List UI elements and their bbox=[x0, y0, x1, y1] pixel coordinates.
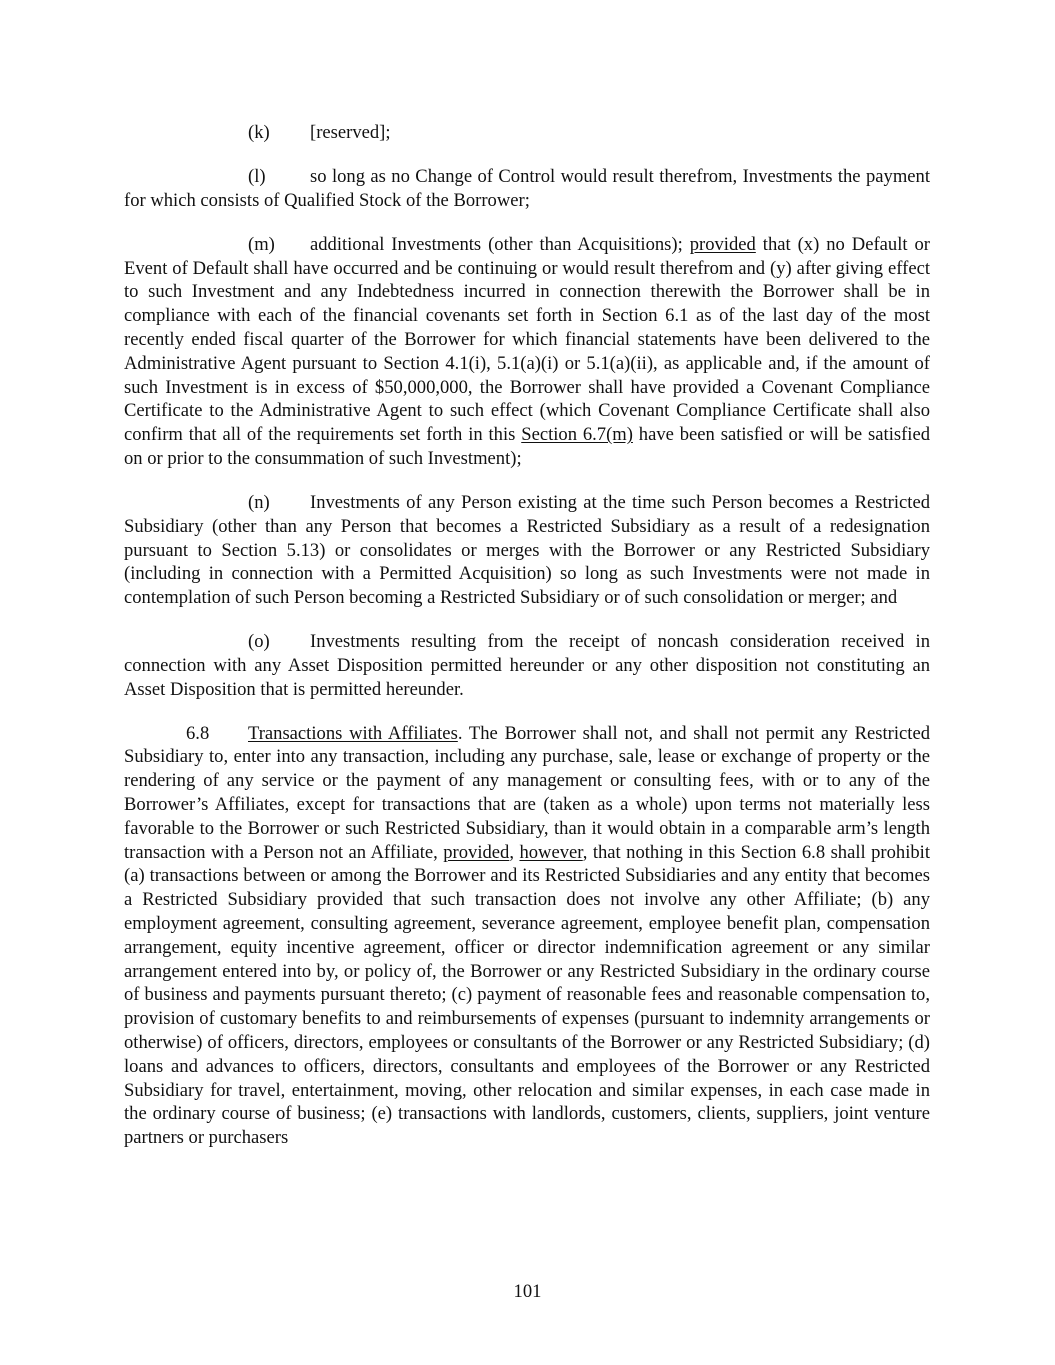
paragraph-o-text: Investments resulting from the receipt of noncash consideration received in connection with any Asset Disposition permitted hereunder or any other disposition not constituting an Asset Disposition that is permitted hereunder. bbox=[124, 631, 930, 700]
paragraph-k-text: [reserved]; bbox=[310, 122, 391, 143]
separator-comma: , bbox=[509, 841, 520, 863]
provided-term: provided bbox=[689, 233, 756, 255]
paragraph-o-label: (o) bbox=[248, 631, 270, 653]
however-term: however bbox=[519, 841, 583, 863]
paragraph-k bbox=[124, 121, 930, 145]
paragraph-m-text-c: have been satisfied or will be satisfied on or prior to the consummation of such Investment); bbox=[124, 424, 930, 469]
section-6-8-text-a: The Borrower shall not, and shall not permit any Restricted Subsidiary to, enter into any transaction, including any purchase, sale, lease or exchange of property or the rendering of any service or the payment of any management or consulting fees, with or to any of the Borrower’s Affiliates, except for transactions that are (taken as a whole) upon terms not materially less favorable to the Borrower or such Restricted Subsidiary, than it would obtain in a comparable arm’s length transaction with a Person not an Affiliate, bbox=[124, 722, 931, 863]
provided-term: provided bbox=[443, 841, 510, 863]
section-6-8-number: 6.8 bbox=[186, 722, 210, 744]
paragraph-l-text: so long as no Change of Control would result therefrom, Investments the payment for which consists of Qualified Stock of the Borrower; bbox=[124, 165, 930, 211]
page-number: 101 bbox=[513, 1281, 542, 1302]
document-page bbox=[124, 121, 930, 1170]
paragraph-m-text-b: that (x) no Default or Event of Default shall have occurred and be continuing or would result therefrom and (y) after giving effect to such Investment and any Indebtedness incurred in connection therewith the Borrower shall be in compliance with each of the financial covenants set forth in Section 6.1 as of the last day of the most recently ended fiscal quarter of the Borrower for which financial statements have been delivered to the Administrative Agent pursuant to Section 4.1(i), 5.1(a)(i) or 5.1(a)(ii), as applicable and, if the amount of such Investment is in excess of $50,000,000, the Borrower shall have provided a Covenant Compliance Certificate to the Administrative Agent to such effect (which Covenant Compliance Certificate shall also confirm that all of the requirements set forth in this bbox=[124, 233, 930, 446]
paragraph-n bbox=[124, 491, 930, 610]
paragraph-m-label: (m) bbox=[248, 233, 275, 255]
section-6-8-heading: Transactions with Affiliates bbox=[248, 722, 458, 744]
paragraph-o bbox=[124, 630, 930, 701]
section-reference: Section 6.7(m) bbox=[521, 424, 633, 446]
paragraph-m-text-a: additional Investments (other than Acquisitions); bbox=[310, 233, 690, 255]
paragraph-n-text: Investments of any Person existing at the time such Person becomes a Restricted Subsidiary (other than any Person that becomes a Restricted Subsidiary as a result of a redesignation pursuant to Section 5.13) or consolidates or merges with the Borrower or any Restricted Subsidiary (including in connection with a Permitted Acquisition) so long as such Investments were not made in contemplation of such Person becoming a Restricted Subsidiary or of such consolidation or merger; and bbox=[124, 491, 930, 609]
section-6-8 bbox=[124, 722, 930, 1150]
paragraph-n-label: (n) bbox=[248, 491, 270, 513]
paragraph-k-label: (k) bbox=[248, 122, 270, 143]
paragraph-l-label: (l) bbox=[248, 165, 266, 187]
section-6-8-text-b: , that nothing in this Section 6.8 shall prohibit (a) transactions between or among the Borrower and its Restricted Subsidiaries and any entity that becomes a Restricted Subsidiary provided that such transaction does not involve any other Affiliate; (b) any employment agreement, consulting agreement, severance agreement, employee benefit plan, compensation arrangement, equity incentive agreement, officer or director indemnification agreement or any similar arrangement entered into by, or policy of, the Borrower or any Restricted Subsidiary in the ordinary course of business and payments pursuant thereto; (c) payment of reasonable fees and reasonable compensation to, provision of customary benefits to and reimbursements of expenses (pursuant to indemnity arrangements or otherwise) of officers, directors, employees or consultants of the Borrower or any Restricted Subsidiary; (d) loans and advances to officers, directors, consultants and employees of the Borrower or any Restricted Subsidiary for travel, entertainment, moving, other relocation and similar expenses, in each case made in the ordinary course of business; (e) transactions with landlords, customers, clients, suppliers, joint venture partners or purchasers bbox=[124, 841, 931, 1149]
section-6-8-heading-period: . bbox=[457, 722, 463, 744]
paragraph-m bbox=[124, 233, 930, 471]
paragraph-l bbox=[124, 165, 930, 213]
